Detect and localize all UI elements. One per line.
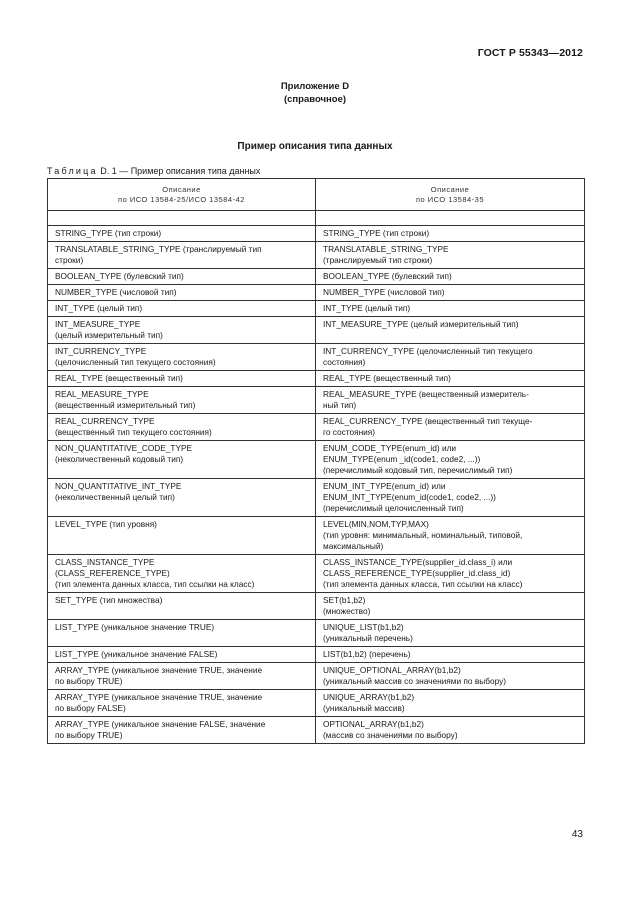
table-cell-left	[48, 690, 316, 717]
cell-text-line: ENUM_INT_TYPE(enum_id) или	[323, 481, 446, 491]
cell-text-line: INT_TYPE (целый тип)	[323, 303, 411, 313]
table-row	[48, 387, 585, 414]
cell-text-line: (вещественный измерительный тип)	[55, 400, 196, 410]
cell-text-line: INT_CURRENCY_TYPE (целочисленный тип текущего	[323, 346, 533, 356]
cell-text-line: по выбору TRUE)	[55, 676, 123, 686]
cell-text-line: OPTIONAL_ARRAY(b1,b2)	[323, 719, 424, 729]
cell-text-line: REAL_CURRENCY_TYPE	[55, 416, 155, 426]
table-cell-left	[48, 269, 316, 285]
table-cell-right	[316, 690, 585, 717]
cell-text-line: по выбору TRUE)	[55, 730, 123, 740]
table-cell-right	[316, 479, 585, 517]
cell-text-line: (транслируемый тип строки)	[323, 255, 433, 265]
table-cell-right	[316, 441, 585, 479]
column-header-right	[316, 179, 585, 211]
spacer-cell-right	[316, 211, 585, 226]
table-row	[48, 344, 585, 371]
table-cell-left	[48, 620, 316, 647]
cell-text-line: (целый измерительный тип)	[55, 330, 163, 340]
page-number: 43	[571, 829, 583, 840]
cell-text-line: по выбору FALSE)	[55, 703, 126, 713]
cell-text-line: (неколичественный целый тип)	[55, 492, 175, 502]
annex-subtitle: (справочное)	[283, 94, 347, 105]
table-row	[48, 690, 585, 717]
table-cell-left	[48, 517, 316, 555]
cell-text-line: INT_MEASURE_TYPE	[55, 319, 141, 329]
table-cell-right	[316, 242, 585, 269]
cell-text-line: (множество)	[323, 606, 371, 616]
cell-text-line: (тип уровня: минимальный, номинальный, типовой,	[323, 530, 523, 540]
cell-text-line: ENUM_CODE_TYPE(enum_id) или	[323, 443, 457, 453]
table-cell-right	[316, 414, 585, 441]
cell-text-line: LIST(b1,b2) (перечень)	[323, 649, 411, 659]
table-cell-right	[316, 226, 585, 242]
cell-text-line: (уникальный массив)	[323, 703, 405, 713]
table-cell-right	[316, 344, 585, 371]
table-cell-left	[48, 555, 316, 593]
table-cell-right	[316, 647, 585, 663]
spacer-cell-left	[48, 211, 316, 226]
table-row	[48, 647, 585, 663]
cell-text-line: TRANSLATABLE_STRING_TYPE (транслируемый тип	[55, 244, 262, 254]
cell-text-line: (перечислимый кодовый тип, перечислимый тип)	[323, 465, 513, 475]
table-cell-right	[316, 593, 585, 620]
cell-text-line: STRING_TYPE (тип строки)	[323, 228, 430, 238]
table-row	[48, 517, 585, 555]
cell-text-line: ARRAY_TYPE (уникальное значение TRUE, значение	[55, 692, 263, 702]
table-row	[48, 371, 585, 387]
table-row	[48, 317, 585, 344]
table-row	[48, 717, 585, 744]
cell-text-line: (тип элемента данных класса, тип ссылки на класс)	[55, 579, 255, 589]
table-caption-text: D. 1 — Пример описания типа данных	[97, 166, 261, 176]
annex-title: Приложение D	[280, 81, 350, 92]
cell-text-line: REAL_TYPE (вещественный тип)	[55, 373, 183, 383]
table-cell-left	[48, 285, 316, 301]
cell-text-line: SET(b1,b2)	[323, 595, 366, 605]
cell-text-line: BOOLEAN_TYPE (булевский тип)	[55, 271, 184, 281]
cell-text-line: UNIQUE_OPTIONAL_ARRAY(b1,b2)	[323, 665, 461, 675]
cell-text-line: CLASS_REFERENCE_TYPE(supplier_id.class_id)	[323, 568, 511, 578]
table-caption-prefix: Таблица	[47, 166, 98, 176]
column-header-left-line1: Описание	[162, 185, 201, 194]
table-cell-right	[316, 387, 585, 414]
cell-text-line: CLASS_INSTANCE_TYPE	[55, 557, 155, 567]
column-header-right-line1: Описание	[430, 185, 470, 194]
cell-text-line: NON_QUANTITATIVE_INT_TYPE	[55, 481, 182, 491]
table-row	[48, 479, 585, 517]
table-row	[48, 663, 585, 690]
table-cell-right	[316, 663, 585, 690]
cell-text-line: максимальный)	[323, 541, 384, 551]
table-cell-left	[48, 387, 316, 414]
table-cell-left	[48, 371, 316, 387]
cell-text-line: STRING_TYPE (тип строки)	[55, 228, 162, 238]
cell-text-line: (CLASS_REFERENCE_TYPE)	[55, 568, 170, 578]
cell-text-line: (массив со значениями по выбору)	[323, 730, 458, 740]
table-cell-left	[48, 717, 316, 744]
table-cell-left	[48, 663, 316, 690]
table-header-row	[48, 179, 585, 211]
table-cell-left	[48, 344, 316, 371]
cell-text-line: ARRAY_TYPE (уникальное значение FALSE, значение	[55, 719, 266, 729]
cell-text-line: CLASS_INSTANCE_TYPE(supplier_id.class_i) или	[323, 557, 513, 567]
table-cell-left	[48, 226, 316, 242]
cell-text-line: LIST_TYPE (уникальное значение FALSE)	[55, 649, 218, 659]
table-cell-right	[316, 717, 585, 744]
table-row	[48, 242, 585, 269]
table-cell-left	[48, 593, 316, 620]
column-header-left-line2: по ИСО 13584-25/ИСО 13584-42	[118, 195, 245, 204]
data-type-table	[47, 178, 585, 744]
column-header-left	[48, 179, 316, 211]
table-cell-left	[48, 441, 316, 479]
cell-text-line: (неколичественный кодовый тип)	[55, 454, 184, 464]
cell-text-line: BOOLEAN_TYPE (булевский тип)	[323, 271, 452, 281]
cell-text-line: REAL_TYPE (вещественный тип)	[323, 373, 451, 383]
table-cell-right	[316, 517, 585, 555]
cell-text-line: TRANSLATABLE_STRING_TYPE	[323, 244, 449, 254]
table-row	[48, 441, 585, 479]
cell-text-line: SET_TYPE (тип множества)	[55, 595, 163, 605]
table-body	[48, 211, 585, 744]
cell-text-line: REAL_MEASURE_TYPE	[55, 389, 149, 399]
cell-text-line: UNIQUE_ARRAY(b1,b2)	[323, 692, 415, 702]
table-row	[48, 226, 585, 242]
table-cell-left	[48, 301, 316, 317]
cell-text-line: LEVEL(MIN,NOM,TYP,MAX)	[323, 519, 429, 529]
cell-text-line: LEVEL_TYPE (тип уровня)	[55, 519, 157, 529]
cell-text-line: (уникальный перечень)	[323, 633, 413, 643]
cell-text-line: NUMBER_TYPE (числовой тип)	[323, 287, 445, 297]
table-row	[48, 620, 585, 647]
cell-text-line: (перечислимый целочисленный тип)	[323, 503, 464, 513]
section-title: Пример описания типа данных	[237, 141, 393, 152]
table-cell-right	[316, 269, 585, 285]
cell-text-line: REAL_MEASURE_TYPE (вещественный измеритель-	[323, 389, 529, 399]
table-row	[48, 593, 585, 620]
cell-text-line: го состояния)	[323, 427, 376, 437]
cell-text-line: REAL_CURRENCY_TYPE (вещественный тип текуще-	[323, 416, 533, 426]
table-cell-right	[316, 317, 585, 344]
cell-text-line: LIST_TYPE (уникальное значение TRUE)	[55, 622, 215, 632]
table-cell-left	[48, 414, 316, 441]
cell-text-line: ENUM_TYPE(enum _id(code1, code2, ...))	[323, 454, 481, 464]
cell-text-line: (уникальный массив со значениями по выбору)	[323, 676, 507, 686]
table-spacer-row	[48, 211, 585, 226]
cell-text-line: NON_QUANTITATIVE_CODE_TYPE	[55, 443, 193, 453]
cell-text-line: (тип элемента данных класса, тип ссылки на класс)	[323, 579, 523, 589]
cell-text-line: строки)	[55, 255, 84, 265]
table-caption	[47, 166, 260, 176]
table-row	[48, 414, 585, 441]
table-cell-right	[316, 371, 585, 387]
cell-text-line: UNIQUE_LIST(b1,b2)	[323, 622, 404, 632]
table-cell-left	[48, 317, 316, 344]
table-row	[48, 269, 585, 285]
cell-text-line: состояния)	[323, 357, 366, 367]
table-row	[48, 555, 585, 593]
cell-text-line: ный тип)	[323, 400, 357, 410]
annex-heading	[0, 80, 630, 106]
cell-text-line: (вещественный тип текущего состояния)	[55, 427, 212, 437]
cell-text-line: ENUM_INT_TYPE(enum_id(code1, code2, ...))	[323, 492, 496, 502]
cell-text-line: INT_TYPE (целый тип)	[55, 303, 143, 313]
table-cell-right	[316, 555, 585, 593]
cell-text-line: INT_CURRENCY_TYPE	[55, 346, 147, 356]
cell-text-line: INT_MEASURE_TYPE (целый измерительный тип)	[323, 319, 519, 329]
table-cell-left	[48, 479, 316, 517]
table-row	[48, 285, 585, 301]
table-cell-right	[316, 285, 585, 301]
table-cell-left	[48, 647, 316, 663]
table-cell-right	[316, 301, 585, 317]
cell-text-line: ARRAY_TYPE (уникальное значение TRUE, значение	[55, 665, 263, 675]
table-row	[48, 301, 585, 317]
cell-text-line: (целочисленный тип текущего состояния)	[55, 357, 216, 367]
document-code: ГОСТ Р 55343—2012	[477, 47, 583, 59]
cell-text-line: NUMBER_TYPE (числовой тип)	[55, 287, 177, 297]
table-cell-right	[316, 620, 585, 647]
table-cell-left	[48, 242, 316, 269]
column-header-right-line2: по ИСО 13584-35	[415, 195, 485, 204]
